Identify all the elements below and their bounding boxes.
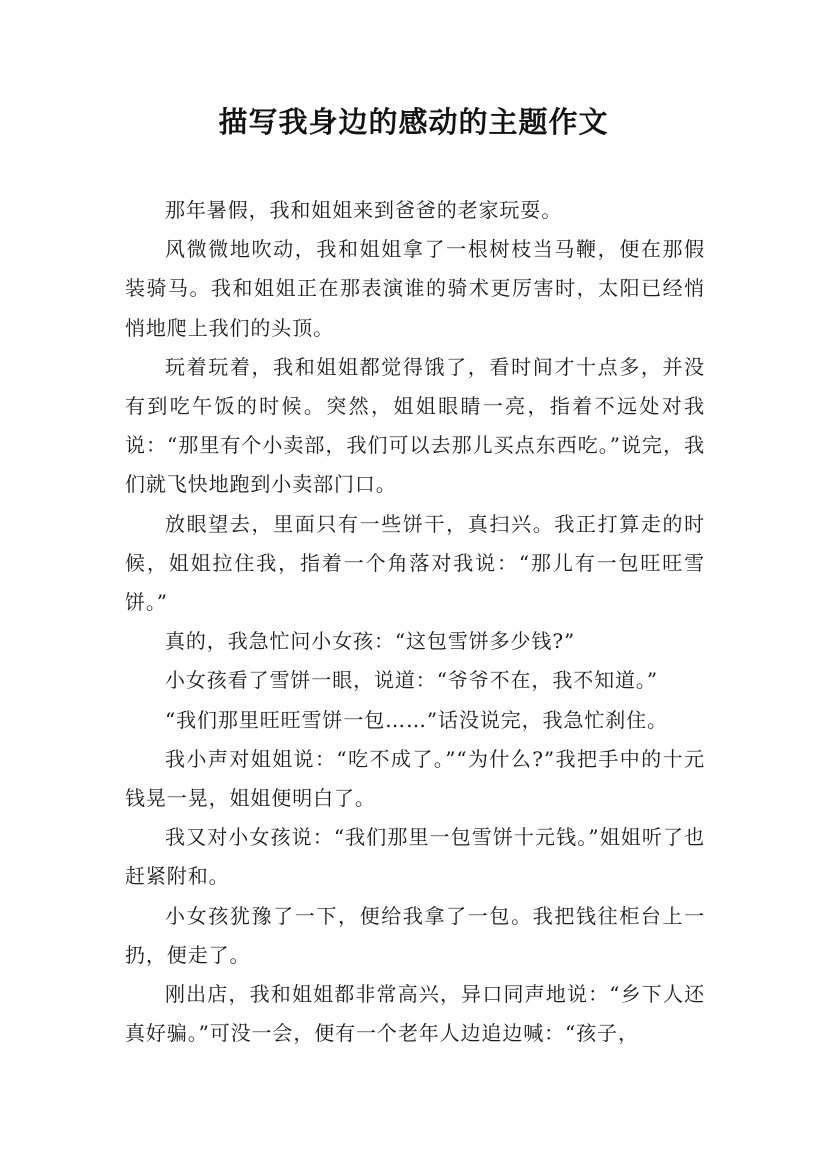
- paragraph: 刚出店，我和姐姐都非常高兴，异口同声地说：“乡下人还真好骗。”可没一会，便有一个老年人边追边喊：“孩子，: [125, 982, 705, 1046]
- paragraph: 小女孩看了雪饼一眼，说道：“爷爷不在，我不知道。”: [165, 668, 658, 693]
- paragraph: 那年暑假，我和姐姐来到爸爸的老家玩耍。: [165, 198, 563, 222]
- document-body: [125, 191, 705, 1053]
- paragraph: 风微微地吹动，我和姐姐拿了一根树枝当马鞭，便在那假装骑马。我和姐姐正在那表演谁的骑术更厉害时，太阳已经悄悄地爬上我们的头顶。: [125, 237, 705, 340]
- paragraph: 放眼望去，里面只有一些饼干，真扫兴。我正打算走的时候，姐姐拉住我，指着一个角落对我说：“那儿有一包旺旺雪饼。”: [125, 511, 705, 615]
- document-title: 描写我身边的感动的主题作文: [218, 105, 609, 139]
- paragraph: 真的，我急忙问小女孩：“这包雪饼多少钱?”: [165, 629, 576, 654]
- paragraph: 我小声对姐姐说：“吃不成了。”“为什么?”我把手中的十元钱晃一晃，姐姐便明白了。: [125, 746, 705, 811]
- paragraph: 玩着玩着，我和姐姐都觉得饿了，看时间才十点多，并没有到吃午饭的时候。突然，姐姐眼睛一亮，指着不远处对我说：“那里有个小卖部，我们可以去那儿买点东西吃。”说完，我们就飞快地跑到小卖部门口。: [125, 354, 705, 497]
- paragraph: 小女孩犹豫了一下，便给我拿了一包。我把钱往柜台上一扔，便走了。: [125, 903, 705, 967]
- paragraph: 我又对小女孩说：“我们那里一包雪饼十元钱。”姐姐听了也赶紧附和。: [125, 825, 705, 889]
- paragraph: “我们那里旺旺雪饼一包……”话没说完，我急忙刹住。: [165, 707, 668, 732]
